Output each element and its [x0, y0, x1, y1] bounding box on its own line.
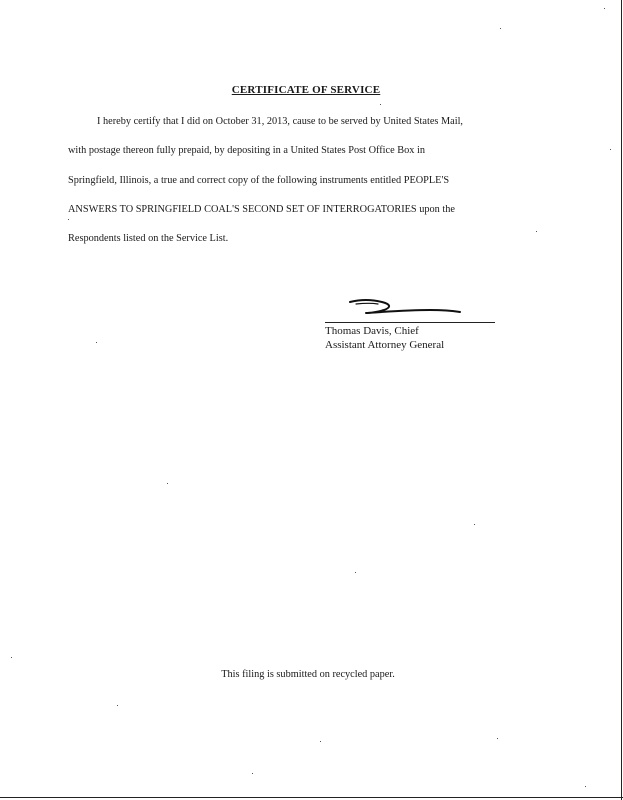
handwritten-signature: [348, 296, 468, 320]
signer-title: Assistant Attorney General: [325, 339, 445, 351]
signer-block: [325, 324, 444, 352]
body-line-2: with postage thereon fully prepaid, by depositing in a United States Post Office Box in: [68, 145, 425, 157]
footer-note: This filing is submitted on recycled paper.: [221, 669, 395, 680]
scan-speck: [167, 483, 168, 484]
certificate-body: [68, 107, 538, 253]
scan-speck: [536, 231, 537, 232]
scan-speck: [355, 572, 356, 573]
scan-speck: [474, 524, 475, 525]
scan-speck: [585, 786, 586, 787]
body-line-5: Respondents listed on the Service List.: [68, 233, 229, 245]
body-line-1: I hereby certify that I did on October 31, 2013, cause to be served by United States Mail,: [97, 116, 464, 127]
scan-speck: [252, 773, 253, 774]
scan-speck: [380, 104, 381, 105]
scan-speck: [500, 28, 501, 29]
scan-speck: [117, 705, 118, 706]
document-title: CERTIFICATE OF SERVICE: [231, 84, 381, 96]
body-line-3: Springfield, Illinois, a true and correct copy of the following instruments entitled PEOPLE'S: [68, 174, 450, 186]
scan-speck: [604, 8, 605, 9]
scan-speck: [497, 738, 498, 739]
signer-name: Thomas Davis, Chief: [325, 325, 419, 337]
signature-line: [325, 322, 495, 323]
scan-speck: [320, 741, 321, 742]
page-edge-bottom: [0, 797, 623, 798]
scan-speck: [68, 219, 69, 220]
body-line-4: ANSWERS TO SPRINGFIELD COAL'S SECOND SET OF INTERROGATORIES upon the: [68, 203, 455, 215]
scan-speck: [96, 342, 97, 343]
scan-speck: [11, 657, 12, 658]
scan-speck: [610, 149, 611, 150]
page-edge-right: [621, 0, 622, 800]
